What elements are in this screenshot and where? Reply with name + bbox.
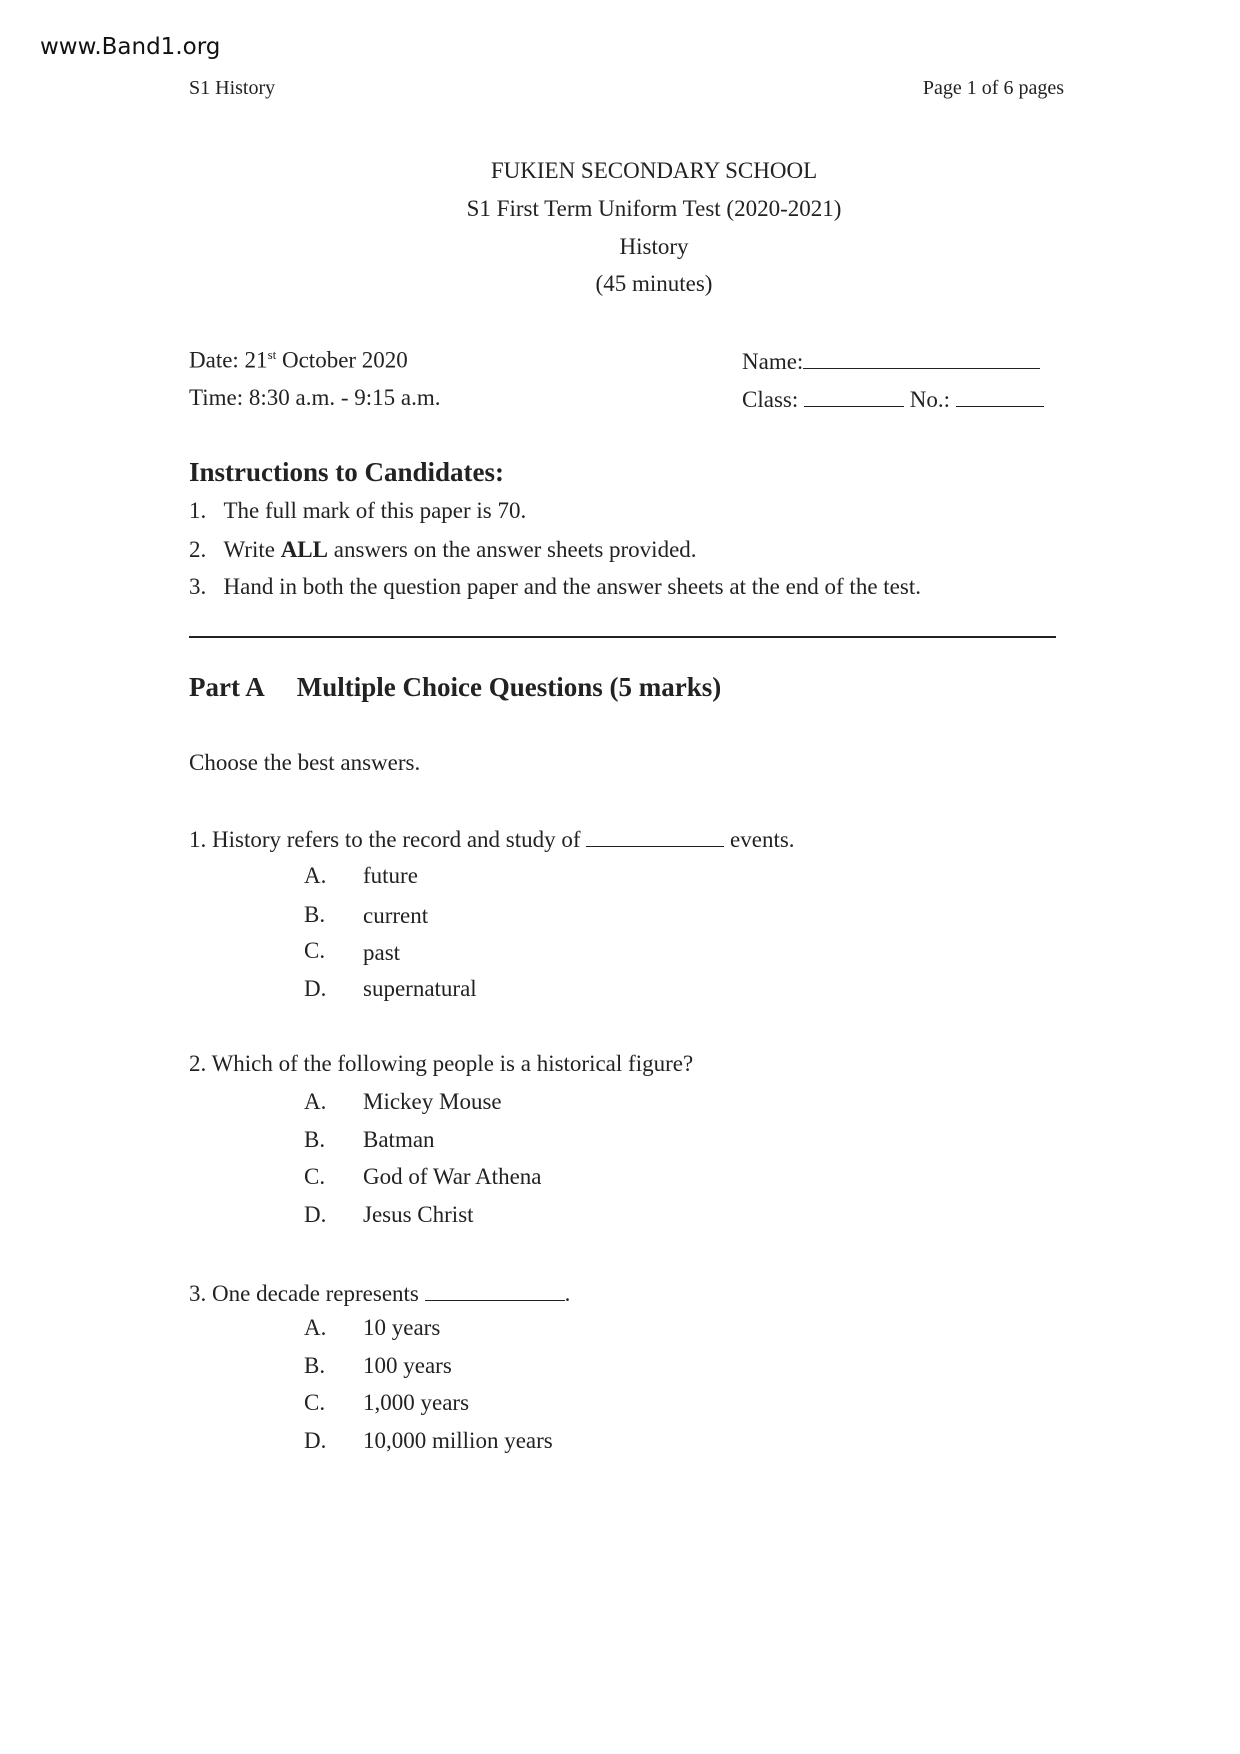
school-name: FUKIEN SECONDARY SCHOOL xyxy=(490,158,818,183)
option-letter: B. xyxy=(304,1353,326,1378)
date-superscript: st xyxy=(267,347,277,362)
option-letter: A. xyxy=(304,1089,327,1114)
header-subject: S1 History xyxy=(189,77,276,99)
part-a-heading xyxy=(189,674,721,701)
question-text: 1. History refers to the record and study of xyxy=(189,827,587,852)
option-letter: A. xyxy=(304,1315,327,1340)
instruction-text: Hand in both the question paper and the answer sheets at the end of the test. xyxy=(223,574,921,599)
option-letter: C. xyxy=(304,1164,326,1189)
instruction-text: Write xyxy=(223,537,281,562)
no-blank xyxy=(956,386,1044,407)
option-text: 1,000 years xyxy=(363,1390,470,1415)
option-letter: C. xyxy=(304,938,326,963)
question-text: 3. One decade represents xyxy=(189,1281,425,1306)
option-letter: D. xyxy=(304,976,327,1001)
question-1 xyxy=(189,826,795,851)
instruction-number: 2. xyxy=(189,537,207,562)
date-prefix: Date: 21 xyxy=(189,347,268,373)
no-label: No.: xyxy=(909,387,950,412)
class-no-field xyxy=(742,386,1044,411)
instruction-text: The full mark of this paper is 70. xyxy=(223,498,527,523)
option-text: 100 years xyxy=(363,1353,452,1378)
answer-blank xyxy=(586,826,724,847)
name-blank xyxy=(803,348,1040,369)
option-letter: C. xyxy=(304,1390,326,1415)
instruction-number: 3. xyxy=(189,574,207,599)
instruction-item xyxy=(189,499,526,522)
watermark: www.Band1.org xyxy=(40,34,221,60)
name-label: Name: xyxy=(742,349,804,374)
class-blank xyxy=(804,386,904,407)
instruction-text: answers on the answer sheets provided. xyxy=(327,537,697,562)
instruction-number: 1. xyxy=(189,498,207,523)
instruction-emphasis: ALL xyxy=(280,537,328,562)
subject-title: History xyxy=(619,234,689,259)
option-text: 10 years xyxy=(363,1315,441,1340)
option-text: God of War Athena xyxy=(363,1164,542,1189)
name-field xyxy=(742,348,1040,373)
option-text: 10,000 million years xyxy=(363,1428,553,1453)
page-number: Page 1 of 6 pages xyxy=(922,77,1064,99)
time-line: Time: 8:30 a.m. - 9:15 a.m. xyxy=(189,385,441,410)
option-text: Batman xyxy=(363,1127,435,1152)
part-a-title: Multiple Choice Questions (5 marks) xyxy=(296,672,722,702)
question-text: events. xyxy=(724,827,795,852)
option-text: Mickey Mouse xyxy=(363,1089,502,1114)
duration: (45 minutes) xyxy=(595,271,713,296)
instructions-heading: Instructions to Candidates: xyxy=(189,457,505,487)
question-3 xyxy=(189,1280,570,1305)
option-letter: D. xyxy=(304,1428,327,1453)
date-suffix: October 2020 xyxy=(276,347,408,373)
instruction-item xyxy=(189,575,921,598)
question-2: 2. Which of the following people is a historical figure? xyxy=(189,1051,694,1076)
divider xyxy=(189,636,1056,638)
date-line xyxy=(189,348,408,372)
instruction-item xyxy=(189,538,697,561)
option-text: Jesus Christ xyxy=(363,1202,474,1227)
option-letter: B. xyxy=(304,902,326,927)
answer-blank xyxy=(425,1280,565,1301)
option-text: future xyxy=(363,863,418,888)
option-letter: A. xyxy=(304,863,327,888)
option-text: past xyxy=(363,940,401,965)
question-text: . xyxy=(564,1281,571,1306)
option-letter: B. xyxy=(304,1127,326,1152)
class-label: Class: xyxy=(742,387,799,412)
option-text: current xyxy=(363,903,429,928)
option-text: supernatural xyxy=(363,976,477,1001)
part-a-direction: Choose the best answers. xyxy=(189,750,421,775)
part-a-label: Part A xyxy=(189,672,265,702)
option-letter: D. xyxy=(304,1202,327,1227)
test-title: S1 First Term Uniform Test (2020-2021) xyxy=(466,196,842,221)
